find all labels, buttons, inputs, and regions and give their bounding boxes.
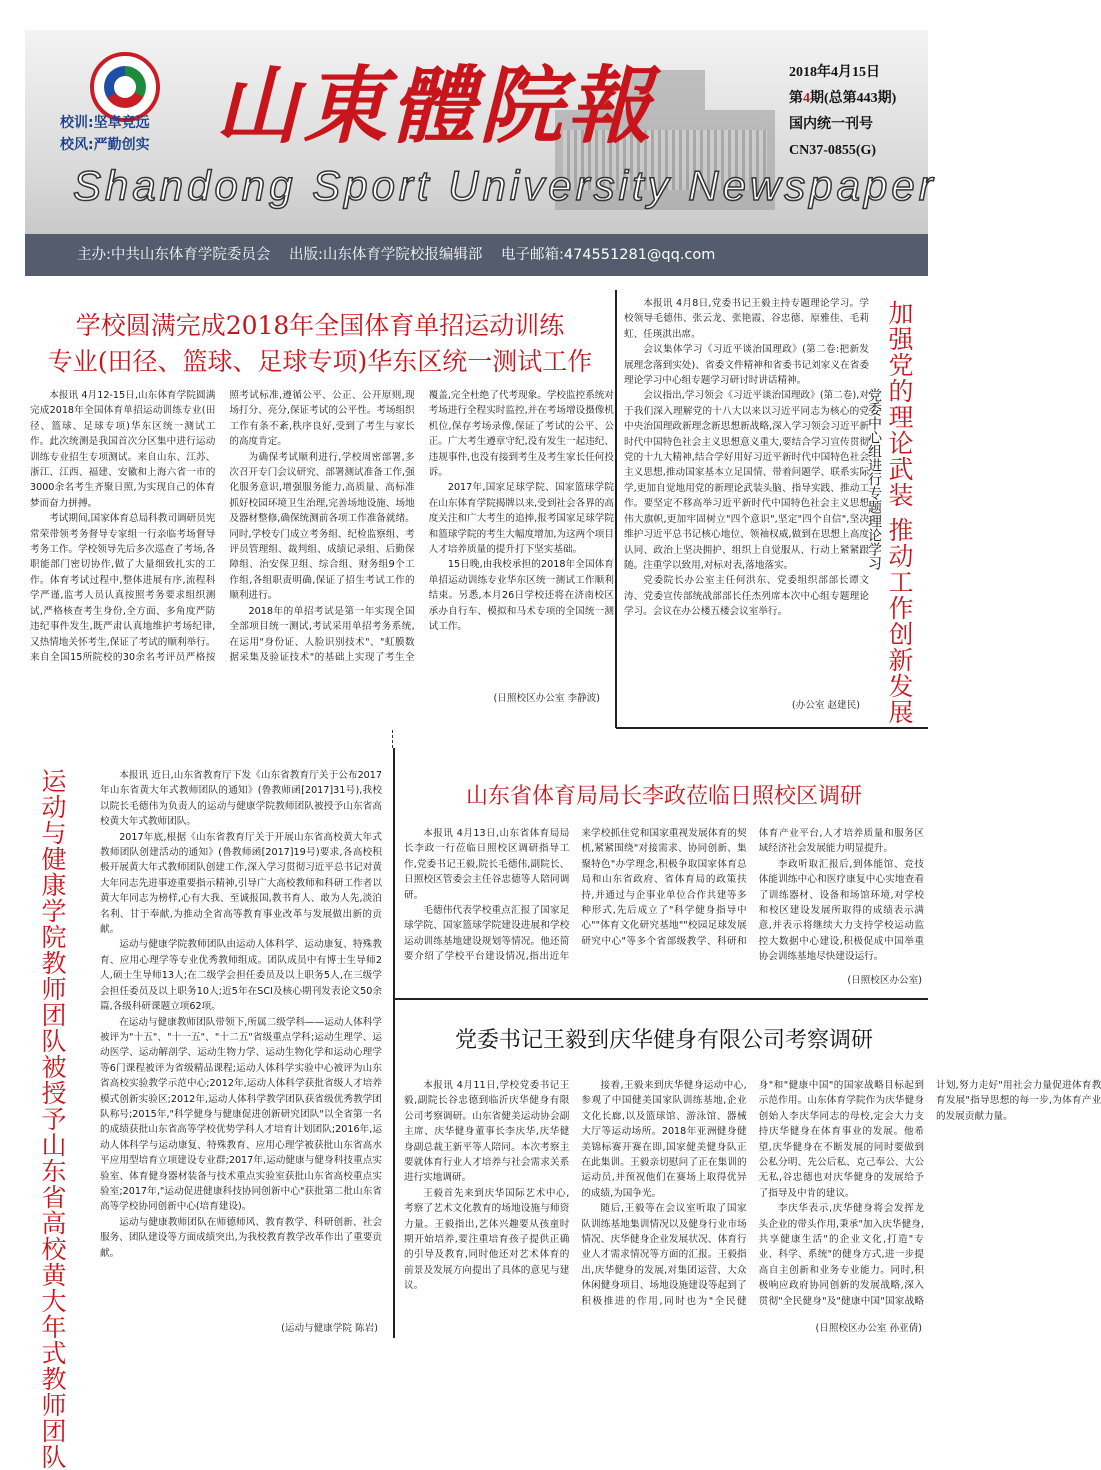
email: 电子邮箱:474551281@qq.com bbox=[501, 247, 716, 263]
article2-vertical-subtitle: 党委中心组进行专题理论学习 bbox=[866, 388, 882, 570]
article4-headline: 山东省体育局局长李政莅临日照校区调研 bbox=[465, 784, 862, 809]
article1-headline: 学校圆满完成2018年全国体育单招运动训练 专业(田径、篮球、足球专项)华东区统一测试工作 bbox=[47, 311, 593, 376]
article1-body: 本报讯 4月12-15日,山东体育学院圆满完成2018年全国体育单招运动训练专业(田径、篮球、足球专项)华东区统一测试工作。此次统测是我国首次分区集中进行运动训练专业招生专项测试。来自山东、江苏、浙江、江西、福建、安徽和上海六省一市的3000余名考生齐聚日照,为实现自己的体育梦而奋力拼搏。 考试期间,国家体育总局科教司调研员宪常荣带领考务督导专家组一行亲临考场督导考务工作。学校领导先后多次巡查了考场,各职能部门密切协作,做了大量细致扎实的工作。体育考试过程中,整体进展有序,流程科学严谨,监考人员认真按照考务要求组织测试,严格核查考生身份,全方面、多角度严防违纪事件发生,既严肃认真地维护考场纪律,又热情地关怀考生,保证了考试的顺利举行。来自全国15所院校的30余名考评员严格按照考试标准,遵循公平、公正、公开原则,现场打分、亮分,保证考试的公平性。考场组织工作有条不紊,秩序良好,受到了考生与家长的高度肯定。 为确保考试顺利进行,学校周密部署,多次召开专门会议研究、部署测试准备工作,强化服务意识,增强服务能力,高质量、高标准抓好校园环境卫生治理,完善场地设施、场地及器材整修,确保统测前各项工作准备就绪。同时,学校专门成立考务组、纪检监察组、考评员管理组、裁判组、成绩记录组、后勤保障组、治安保卫组、综合组、财务组9个工作组,各组职责明确,保证了招生考试工作的顺利进行。 2018年的单招考试是第一年实现全国全部项目统一测试,考试采用单招考务系统,在运用"身份证、人脸识别技术"、"虹膜数据采集及验证技术"的基础上实现了考生全覆盖,完全杜绝了代考现象。学校监控系统对考场进行全程实时监控,并在考场增设摄像机机位,保存考场录像,保证了考试的公平、公正。广大考生遵章守纪,没有发生一起违纪、违规事件,也没有接到考生及考生家长任何投诉。 2017年,国家足球学院、国家篮球学院在山东体育学院揭牌以来,受到社会各界的高度关注和广大考生的追捧,报考国家足球学院和篮球学院的考生大幅度增加,为这两个项目人才培养质量的提升打下坚实基础。 15日晚,由我校承担的2018年全国体育单招运动训练专业华东区统一测试工作顺利结束。另悉,本月26日学校还将在济南校区承办自行车、模拟和马术专项的全国统一测试工作。 bbox=[30, 390, 614, 663]
divider-dashed-top bbox=[392, 730, 393, 748]
motto-line-1: 校训:坚卓竞远 bbox=[60, 115, 150, 131]
article4-byline: (日照校区办公室) bbox=[847, 975, 922, 986]
article2-body: 本报讯 4月8日,党委书记王毅主持专题理论学习。学校领导毛德伟、张云龙、张艳霞、谷忠德、原雅佳、毛莉虹、任瑛淇出席。 会议集体学习《习近平谈治国理政》(第二卷:把新发展理念落到实处)、省委文件精神和省委书记刘家义在省委理论学习中心组专题学习研讨时讲话精神。 会议指出,学习领会《习近平谈治国理政》(第二卷),对于我们深入理解党的十八大以来以习近平同志为核心的党中央治国理政新理念新思想新战略,深入学习领会习近平新时代中国特色社会主义思想意义重大,要结合学习宣传贯彻党的十九大精神,结合学好用好习近平新时代中国特色社会主义思想,推动国家基本立足国情、带着问题学、联系实际学,更加自觉地用党的新理论武装头脑、指导实践、推动工作。要坚定不移高举习近平新时代中国特色社会主义思想伟大旗帜,更加牢固树立"四个意识",坚定"四个自信",坚决维护习近平总书记核心地位、领袖权威,做到在思想上高度认同、政治上坚决拥护、组织上自觉服从、行动上紧紧跟随。注重学以致用,对标对表,落地落实。 党委院长办公室主任何洪东、党委组织部部长谭文涛、党委宣传部统战部部长任杰列席本次中心组专题理论学习。会议在办公楼五楼会议室举行。 bbox=[624, 298, 869, 618]
article5-body: 本报讯 4月11日,学校党委书记王毅,副院长谷忠德到临沂庆华健身有限公司考察调研。山东省健美运动协会副主席、庆华健身董事长李庆华,庆华健身副总裁王新平等人陪同。本次考察主要就体育行业人才培养与社会需求关系进行实地调研。 王毅首先来到庆华国际艺术中心,考察了艺术文化教育的场地设施与师资力量。王毅指出,艺体兴趣要从孩童时期开始培养,要注重培育孩子提供正确的引导及教育,同时他还对艺术体育的前景及发展方向提出了具体的意见与建议。 接着,王毅来到庆华健身运动中心,参观了中国健美国家队训练基地,企业文化长廊,以及篮球馆、游泳馆、器械大厅等运动场所。2018年亚洲健身健美锦标赛开赛在即,国家健美健身队正在此集训。王毅亲切慰问了正在集训的运动员,并预祝他们在赛场上取得优异的成绩,为国争光。 随后,王毅等在会议室听取了国家队训练基地集训情况以及健身行业市场情况、庆华健身企业发展状况、体育行业人才需求情况等方面的汇报。王毅指出,庆华健身的发展,对集团运营、大众休闲健身项目、场地设施建设等起到了积极推进的作用,同时也为"全民健身"和"健康中国"的国家战略目标起到示范作用。山东体育学院作为庆华健身创始人李庆华同志的母校,定会大力支持庆华健身在体育事业的发展。他希望,庆华健身在不断发展的同时要做到公私分明、先公后私、克己奉公、大公无私,谷忠德也对庆华健身的发展给予了指导及中肯的建议。 李庆华表示,庆华健身将会发挥龙头企业的带头作用,秉承"加入庆华健身,共享健康生活"的企业文化,打造"专业、科学、系统"的健身方式,进一步提高自主创新和业务专业能力。同时,积极响应政府协同创新的发展战略,深入贯彻"全民健身"及"健康中国"国家战略计划,努力走好"用社会力量促进体育教育发展"指导思想的每一步,为体育产业的发展贡献力量。 bbox=[404, 1080, 1101, 1307]
motto-line-2: 校风:严勤创实 bbox=[60, 137, 150, 153]
serial-label: 国内统一刊号 bbox=[789, 117, 873, 132]
paper-title: 山東體院報 bbox=[215, 61, 656, 154]
divider-top-bottom bbox=[616, 727, 928, 729]
english-title: Shandong Sport University Newspaper bbox=[73, 162, 937, 209]
issue-info bbox=[789, 60, 896, 164]
serial-number: CN37-0855(G) bbox=[789, 143, 877, 158]
publisher: 出版:山东体育学院校报编辑部 bbox=[289, 247, 483, 263]
article5-byline: (日照校区办公室 孙亚倩) bbox=[815, 1323, 922, 1334]
article3-vertical-title: 运动与健康学院教师团队被授予山东省高校黄大年式教师团队 bbox=[38, 768, 67, 1470]
divider-top bbox=[615, 290, 617, 728]
article2-vertical-title: 加强党的理论武装 推动工作创新发展 bbox=[885, 300, 914, 725]
article4-body: 本报讯 4月13日,山东省体育局局长李政一行莅临日照校区调研指导工作,党委书记王毅,院长毛德伟,副院长、日照校区管委会主任谷忠德等人陪同调研。 毛德伟代表学校重点汇报了国家足球学院、国家篮球学院建设进展和学校运动训练基地建设规划等情况。他还简要介绍了学校平台建设情况,指出近年来学校抓住党和国家重视发展体育的契机,紧紧围绕"对接需求、协同创新、集聚特色"办学理念,积极争取国家体育总局和山东省政府、省体育局的政策扶持,并通过与企事业单位合作共建等多种形式,先后成立了"科学健身指导中心""体育文化研究基地""校园足球发展研究中心"等多个省部级教学、科研和体育产业平台,人才培养质量和服务区域经济社会发展能力明显提升。 李政听取汇报后,到体能馆、竞技体能训练中心和医疗康复中心实地查看了训练器材、设备和场馆环境,对学校和校区建设发展所取得的成绩表示满意,并表示将继续大力支持学校运动监控大数据中心建设,积极促成中国举重协会训练基地尽快建设运行。 bbox=[404, 828, 924, 963]
masthead bbox=[25, 30, 937, 234]
issue-date: 2018年4月15日 bbox=[789, 65, 880, 80]
issue-number: 第4期(总第443期) bbox=[789, 91, 897, 106]
school-motto bbox=[60, 112, 150, 156]
article1-byline: (日照校区办公室 李静波) bbox=[493, 693, 600, 704]
article3-body: 本报讯 近日,山东省教育厅下发《山东省教育厅关于公布2017年山东省黄大年式教师团队的通知》(鲁教师函[2017]31号),我校以院长毛德伟为负责人的运动与健康学院教师团队被授予山东省高校黄大年式教师团队。 2017年底,根据《山东省教育厅关于开展山东省高校黄大年式教师团队创建活动的通知》(鲁教师函[2017]19号)要求,各高校积极开展黄大年式教师团队创建工作,深入学习贯彻习近平总书记对黄大年同志先进事迹重要指示精神,引导广大高校教师和科研工作者以黄大年同志为榜样,心有大我、至诚报国,教书育人、敢为人先,淡泊名利、甘于奉献,为推动全省高等教育事业改革与发展做出新的贡献。 运动与健康学院教师团队由运动人体科学、运动康复、特殊教育、应用心理学等专业优秀教师组成。团队成员中有博士生导师2人,硕士生导师13人;在二级学会担任委员及以上职务5人,在三级学会担任委员及以上职务10人;近5年在SCI及核心期刊发表论文50余篇,各级科研课题立项62项。 在运动与健康教师团队带领下,所属二级学科——运动人体科学被评为"十五"、"十一五"、"十二五"省级重点学科;运动生理学、运动医学、运动解剖学、运动生物力学、运动生物化学和运动心理学等6门课程被评为省级精品课程;运动人体科学实验中心被评为山东省高校实验教学示范中心;2012年,运动人体科学获批省级人才培养模式创新实验区;2012年,运动人体科学教学团队获省级优秀教学团队称号;2015年,"科学健身与健康促进创新研究团队"以全省第一名的成绩获批山东省高等学校优势学科人才培育计划团队;2016年,运动人体科学与运动康复、特殊教育、应用心理学被获批山东省高水平应用型培育立项建设专业群;2017年,运动健康与健身科技重点实验室、体育健身器材装备与技术重点实验室获批山东省高校重点实验室;2017年,"运动促进健康科技协同创新中心"获批第二批山东省高等学校协同创新中心(培育建设)。 运动与健康教师团队在师德师风、教育教学、科研创新、社会服务、团队建设等方面成绩突出,为我校教育教学改革作出了重要贡献。 bbox=[100, 770, 382, 1259]
sponsor: 主办:中共山东体育学院委员会 bbox=[77, 247, 271, 263]
article5-headline: 党委书记王毅到庆华健身有限公司考察调研 bbox=[454, 1028, 873, 1053]
divider-bottom bbox=[393, 748, 395, 1338]
article2-byline: (办公室 赵建民) bbox=[791, 700, 860, 711]
masthead-info-bar bbox=[25, 234, 928, 276]
divider-middle bbox=[394, 998, 928, 1000]
article3-byline: (运动与健康学院 陈岩) bbox=[281, 1323, 378, 1334]
